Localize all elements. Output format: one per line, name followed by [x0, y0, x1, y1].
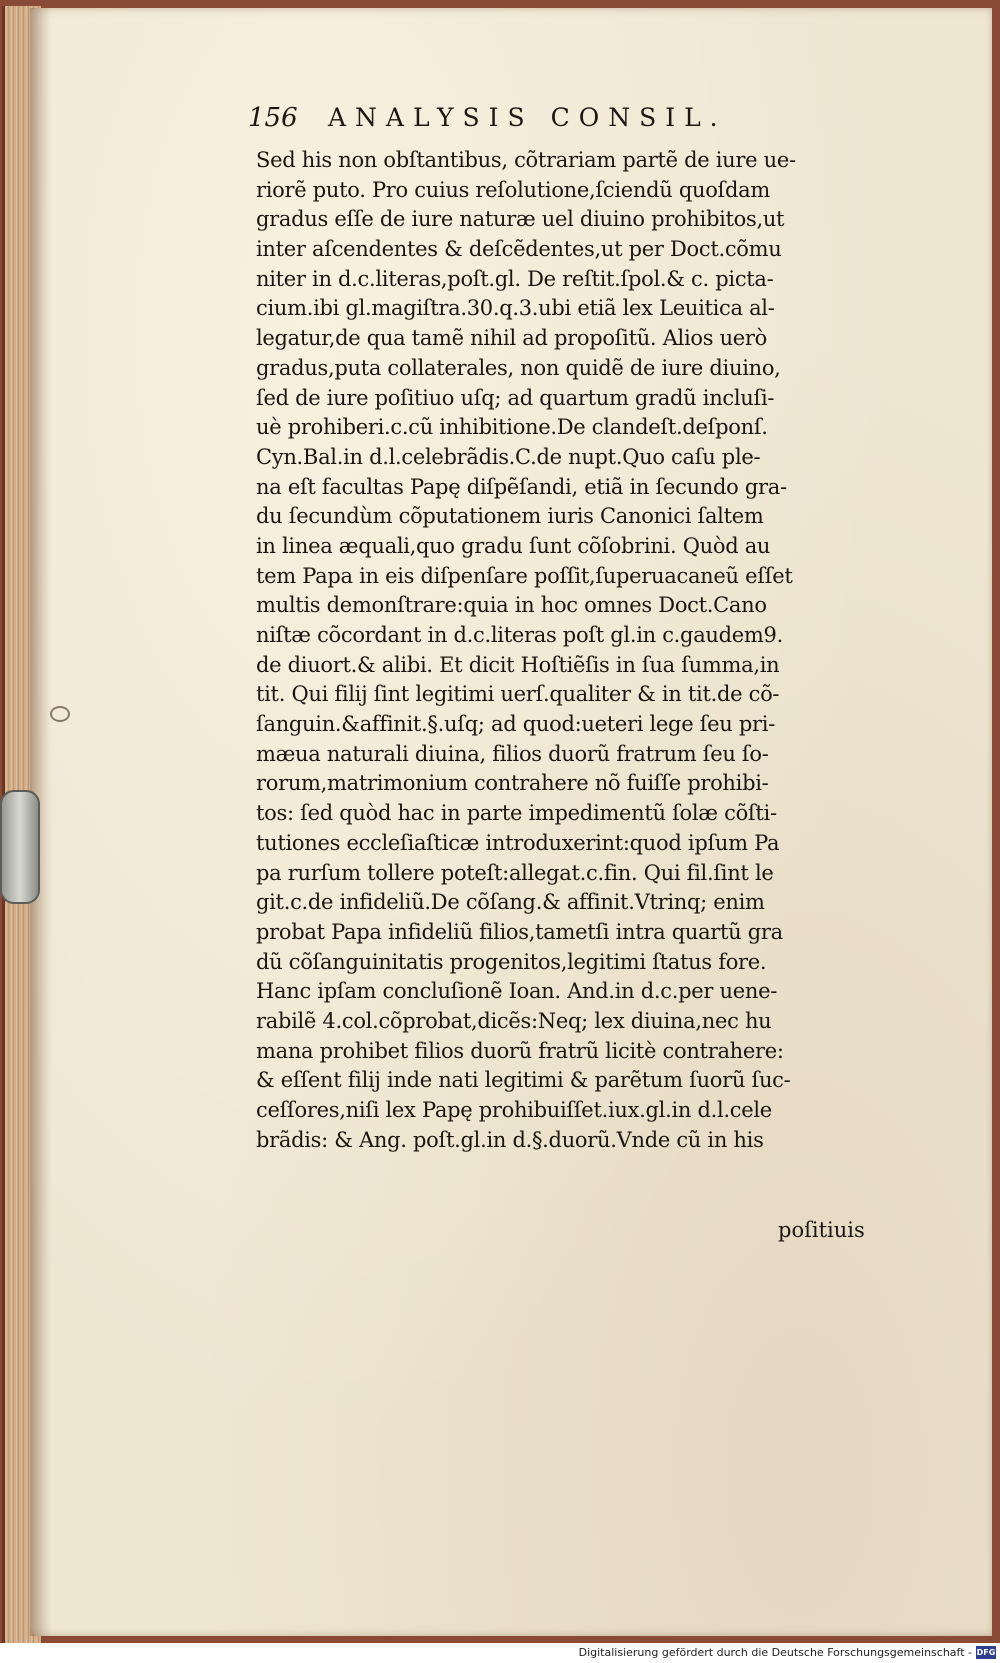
digitization-footer — [0, 1643, 1000, 1663]
text-line: cium.ibi gl.magiſtra.30.q.3.ubi etiã lex Leuitica al- — [256, 296, 775, 321]
page-number: 156 — [248, 103, 298, 133]
text-line: niſtæ cõcordant in d.c.literas poſt gl.in c.gaudem9. — [256, 623, 783, 647]
body-text — [256, 146, 904, 1155]
text-line: brãdis: & Ang. poſt.gl.in d.§.duorũ.Vnde cũ in his — [256, 1127, 764, 1152]
text-line: tem Papa in eis diſpenſare poſſit,ſuperuacaneũ eſſet — [256, 563, 793, 588]
text-line: mana prohibet filios duorũ fratrũ licitè contrahere: — [256, 1038, 784, 1063]
text-line: gradus eſſe de iure naturæ uel diuino prohibitos,ut — [256, 207, 785, 232]
text-line: du ſecundùm cõputationem iuris Canonici ſaltem — [256, 504, 764, 529]
text-line: Hanc ipſam concluſionẽ Ioan. And.in d.c.per uene- — [256, 979, 778, 1004]
text-line: inter aſcendentes & deſcẽdentes,ut per Doct.cõmu — [256, 237, 782, 262]
footer-credit: Digitalisierung gefördert durch die Deutsche Forschungsgemeinschaft - — [578, 1646, 972, 1659]
text-line: niter in d.c.literas,poſt.gl. De reſtit.ſpol.& c. picta- — [256, 266, 774, 291]
page-header — [248, 103, 808, 139]
text-line: probat Papa infideliũ filios,tametſi intra quartũ gra — [256, 919, 783, 944]
text-line: pa rurſum tollere poteſt:allegat.c.fin. Qui fil.ſint le — [256, 860, 774, 885]
text-line: gradus,puta collaterales, non quidẽ de iure diuino, — [256, 355, 781, 380]
dfg-logo: DFG — [976, 1648, 996, 1657]
text-line: legatur,de qua tamẽ nihil ad propoſitũ. Alios uerò — [256, 326, 768, 351]
text-line: uè prohiberi.c.cũ inhibitione.De clandeſt.deſponſ. — [256, 415, 768, 440]
text-line: git.c.de infideliũ.De cõſang.& affinit.Vtrinq; enim — [256, 890, 765, 915]
text-line: & eſſent filij inde nati legitimi & parẽtum ſuorũ ſuc- — [256, 1068, 791, 1093]
catchword: poſitiuis — [778, 1218, 865, 1242]
text-line: ſanguin.&affinit.§.uſq; ad quod:ueteri lege ſeu pri- — [256, 712, 775, 737]
text-line: in linea æquali,quo gradu ſunt cõſobrini. Quòd au — [256, 533, 771, 558]
text-line: ſed de iure poſitiuo uſq; ad quartum gradũ incluſi- — [256, 385, 775, 410]
metal-clasp — [0, 790, 40, 904]
text-line: Sed his non obſtantibus, cõtrariam partẽ de iure ue- — [256, 148, 796, 172]
text-line: dũ cõſanguinitatis progenitos,legitimi ſtatus fore. — [256, 949, 767, 974]
text-line: tit. Qui filij ſint legitimi uerſ.qualiter & in tit.de cõ- — [256, 682, 780, 707]
text-line: ceſſores,niſi lex Papę prohibuiſſet.iux.gl.in d.l.cele — [256, 1098, 772, 1122]
text-line: na eſt facultas Papę diſpẽſandi, etiã in ſecundo gra- — [256, 474, 787, 499]
text-line: Cyn.Bal.in d.l.celebrãdis.C.de nupt.Quo caſu ple- — [256, 444, 761, 469]
text-line: multis demonſtrare:quia in hoc omnes Doct.Cano — [256, 593, 767, 618]
text-line: tos: ſed quòd hac in parte impedimentũ ſolæ cõſti- — [256, 801, 777, 826]
margin-stain — [50, 706, 70, 722]
running-title: ANALYSIS CONSIL. — [328, 103, 727, 132]
text-line: rorum,matrimonium contrahere nõ fuiſſe prohibi- — [256, 771, 769, 796]
text-line: riorẽ puto. Pro cuius reſolutione,ſciendũ quoſdam — [256, 177, 770, 202]
text-line: rabilẽ 4.col.cõprobat,dicẽs:Neq; lex diuina,nec hu — [256, 1008, 772, 1033]
text-line: mæua naturali diuina, filios duorũ fratrum ſeu ſo- — [256, 741, 769, 766]
text-line: de diuort.& alibi. Et dicit Hoſtiẽſis in ſua ſumma,in — [256, 652, 780, 677]
text-line: tutiones eccleſiaſticæ introduxerint:quod ipſum Pa — [256, 830, 780, 855]
